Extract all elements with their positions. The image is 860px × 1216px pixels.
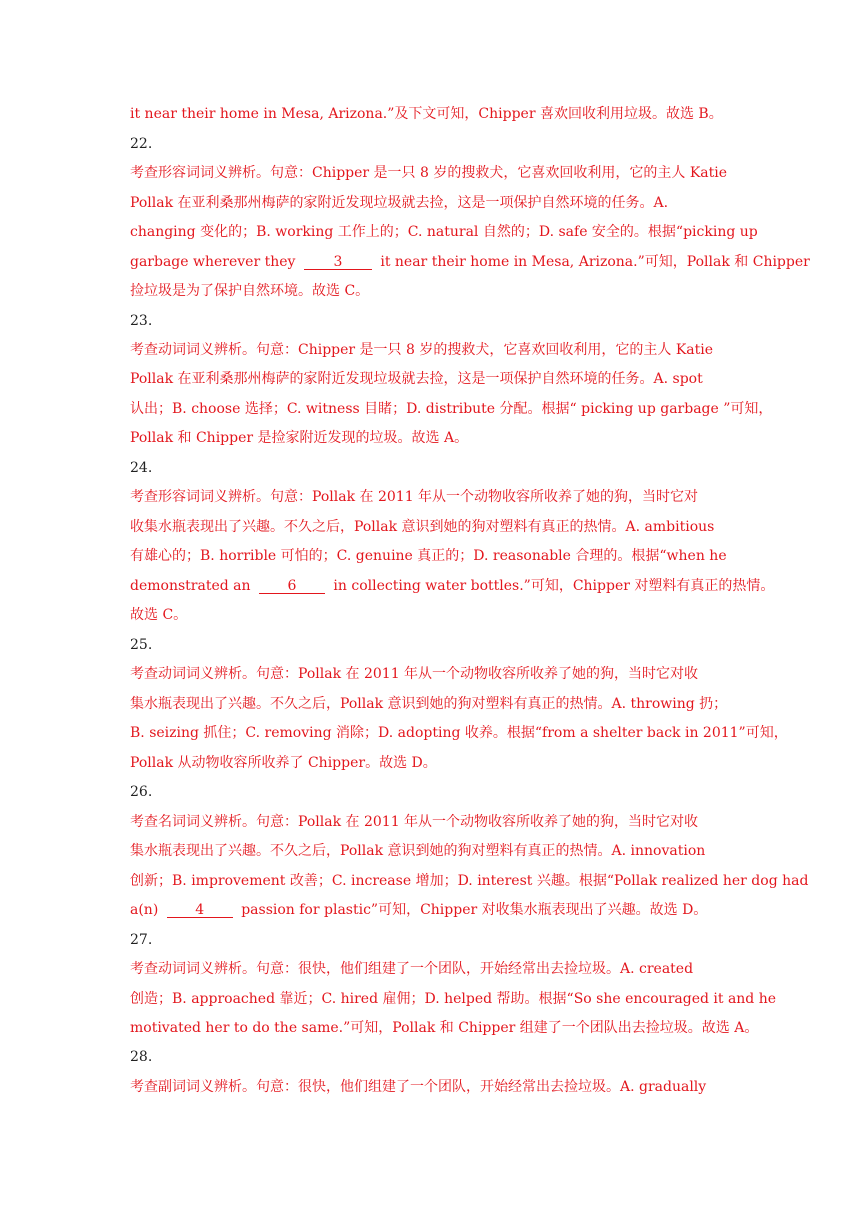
explanation-line: motivated her to do the same.”可知，Pollak 和 Chipper 组建了一个团队出去捡垃圾。故选 A。	[130, 1020, 759, 1036]
blank-number: 4	[167, 903, 233, 918]
question-number: 26.	[130, 784, 153, 800]
explanation-line: 创新；B. improvement 改善；C. increase 增加；D. interest 兴趣。根据“Pollak realized her dog had	[130, 873, 809, 889]
blank-number: 3	[304, 255, 372, 270]
explanation-line: 考查动词词义辨析。句意：很快，他们组建了一个团队，开始经常出去捡垃圾。A. created	[130, 961, 694, 977]
text-segment: garbage wherever they	[130, 254, 296, 270]
explanation-line: 考查形容词词义辨析。句意：Pollak 在 2011 年从一个动物收容所收养了她的狗，当时它对	[130, 489, 699, 505]
question-number: 24.	[130, 460, 153, 476]
question-number: 28.	[130, 1049, 153, 1065]
blank-number: 6	[259, 579, 325, 594]
explanation-line: Pollak 从动物收容所收养了 Chipper。故选 D。	[130, 755, 437, 771]
question-number: 27.	[130, 932, 153, 948]
explanation-line: 故选 C。	[130, 607, 188, 623]
text-segment: it near their home in Mesa, Arizona.”可知，Pollak 和 Chipper	[380, 254, 810, 270]
explanation-line: 考查动词词义辨析。句意：Pollak 在 2011 年从一个动物收容所收养了她的狗，当时它对收	[130, 666, 699, 682]
explanation-line: 集水瓶表现出了兴趣。不久之后，Pollak 意识到她的狗对塑料有真正的热情。A. innovation	[130, 843, 706, 859]
question-number: 22.	[130, 136, 153, 152]
continued-line: it near their home in Mesa, Arizona.”及下文可知，Chipper 喜欢回收利用垃圾。故选 B。	[130, 106, 723, 122]
explanation-line: changing 变化的；B. working 工作上的；C. natural 自然的；D. safe 安全的。根据“picking up	[130, 224, 758, 240]
text-segment: demonstrated an	[130, 578, 251, 594]
explanation-line: Pollak 在亚利桑那州梅萨的家附近发现垃圾就去捡，这是一项保护自然环境的任务。A.	[130, 195, 669, 211]
explanation-line: 考查名词词义辨析。句意：Pollak 在 2011 年从一个动物收容所收养了她的狗，当时它对收	[130, 814, 699, 830]
explanation-line: 收集水瓶表现出了兴趣。不久之后，Pollak 意识到她的狗对塑料有真正的热情。A. ambitious	[130, 519, 715, 535]
explanation-line: 考查形容词词义辨析。句意：Chipper 是一只 8 岁的搜救犬，它喜欢回收利用，它的主人 Katie	[130, 165, 728, 181]
explanation-line	[130, 577, 774, 595]
explanation-line: 认出；B. choose 选择；C. witness 目睹；D. distribute 分配。根据“ picking up garbage ”可知，	[130, 401, 773, 417]
explanation-line: 有雄心的；B. horrible 可怕的；C. genuine 真正的；D. reasonable 合理的。根据“when he	[130, 548, 727, 564]
text-segment: passion for plastic”可知，Chipper 对收集水瓶表现出了兴趣。故选 D。	[241, 902, 708, 918]
explanation-line: Pollak 在亚利桑那州梅萨的家附近发现垃圾就去捡，这是一项保护自然环境的任务。A. spot	[130, 371, 703, 387]
explanation-line: 创造；B. approached 靠近；C. hired 雇佣；D. helped 帮助。根据“So she encouraged it and he	[130, 991, 777, 1007]
question-number: 23.	[130, 313, 153, 329]
explanation-line: 捡垃圾是为了保护自然环境。故选 C。	[130, 283, 370, 299]
explanation-line: Pollak 和 Chipper 是捡家附近发现的垃圾。故选 A。	[130, 430, 469, 446]
explanation-line: 集水瓶表现出了兴趣。不久之后，Pollak 意识到她的狗对塑料有真正的热情。A. throwing 扔；	[130, 696, 728, 712]
explanation-line	[130, 901, 707, 919]
question-number: 25.	[130, 637, 153, 653]
explanation-line: 考查动词词义辨析。句意：Chipper 是一只 8 岁的搜救犬，它喜欢回收利用，它的主人 Katie	[130, 342, 714, 358]
explanation-line	[130, 253, 810, 271]
explanation-line: 考查副词词义辨析。句意：很快，他们组建了一个团队，开始经常出去捡垃圾。A. gradually	[130, 1079, 707, 1095]
text-segment: in collecting water bottles.”可知，Chipper 对塑料有真正的热情。	[333, 578, 775, 594]
text-segment: a(n)	[130, 902, 159, 918]
explanation-line: B. seizing 抓住；C. removing 消除；D. adopting 收养。根据“from a shelter back in 2011”可知，	[130, 725, 788, 741]
